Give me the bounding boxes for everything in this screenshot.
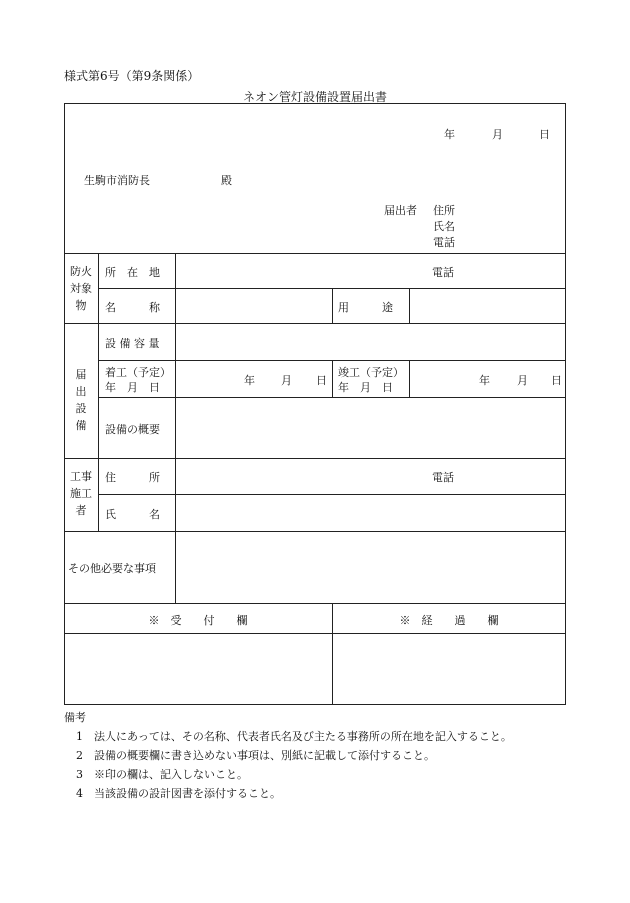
- finish-month: 月: [517, 374, 528, 387]
- note-item: 4 当該設備の設計図書を添付すること。: [76, 787, 281, 800]
- finish-day: 日: [551, 374, 562, 387]
- page-title: ネオン管灯設備設置届出書: [242, 90, 387, 104]
- date-month: 月: [492, 128, 503, 141]
- contractor-address-label: 住 所: [105, 471, 160, 484]
- overview-label: 設備の概要: [105, 423, 160, 436]
- start-day: 日: [316, 374, 327, 387]
- finish-label: 竣工（予定）: [338, 366, 404, 379]
- notifier-label: 届出者: [384, 204, 417, 217]
- location-label: 所 在 地: [105, 266, 160, 279]
- form-number: 様式第6号（第9条関係）: [64, 69, 200, 83]
- start-month: 月: [281, 374, 292, 387]
- addressee: 生駒市消防長: [84, 174, 150, 187]
- contractor-section-label: 工事 施工 者: [70, 470, 92, 517]
- fire-target-section-label: 防火 対象 物: [70, 265, 92, 312]
- start-year: 年: [244, 374, 255, 387]
- name-label: 名 称: [105, 301, 160, 314]
- contractor-phone-label: 電話: [432, 471, 454, 484]
- use-label: 用 途: [338, 301, 393, 314]
- reception-label: ※ 受 付 欄: [148, 614, 248, 627]
- notifier-address-label: 住所: [433, 204, 455, 217]
- notes-heading: 備考: [64, 711, 86, 724]
- date-year: 年: [444, 128, 455, 141]
- note-item: 1 法人にあっては、その名称、代表者氏名及び主たる事務所の所在地を記入すること。: [76, 730, 512, 743]
- location-phone-label: 電話: [432, 266, 454, 279]
- note-item: 2 設備の概要欄に書き込めない事項は、別紙に記載して添付すること。: [76, 749, 435, 762]
- date-day: 日: [539, 128, 550, 141]
- notifier-name-label: 氏名: [433, 220, 455, 233]
- finish-year: 年: [479, 374, 490, 387]
- honorific: 殿: [221, 174, 232, 187]
- progress-label: ※ 経 過 欄: [399, 614, 499, 627]
- start-date-label: 年 月 日: [105, 381, 160, 394]
- other-matters-label: その他必要な事項: [68, 562, 156, 575]
- start-label: 着工（予定）: [105, 366, 171, 379]
- equipment-section-label: 届 出 設 備: [75, 368, 87, 432]
- capacity-label: 設 備 容 量: [105, 337, 160, 350]
- note-item: 3 ※印の欄は、記入しないこと。: [76, 768, 248, 781]
- contractor-name-label: 氏 名: [105, 508, 160, 521]
- finish-date-label: 年 月 日: [338, 381, 393, 394]
- notifier-phone-label: 電話: [433, 236, 455, 249]
